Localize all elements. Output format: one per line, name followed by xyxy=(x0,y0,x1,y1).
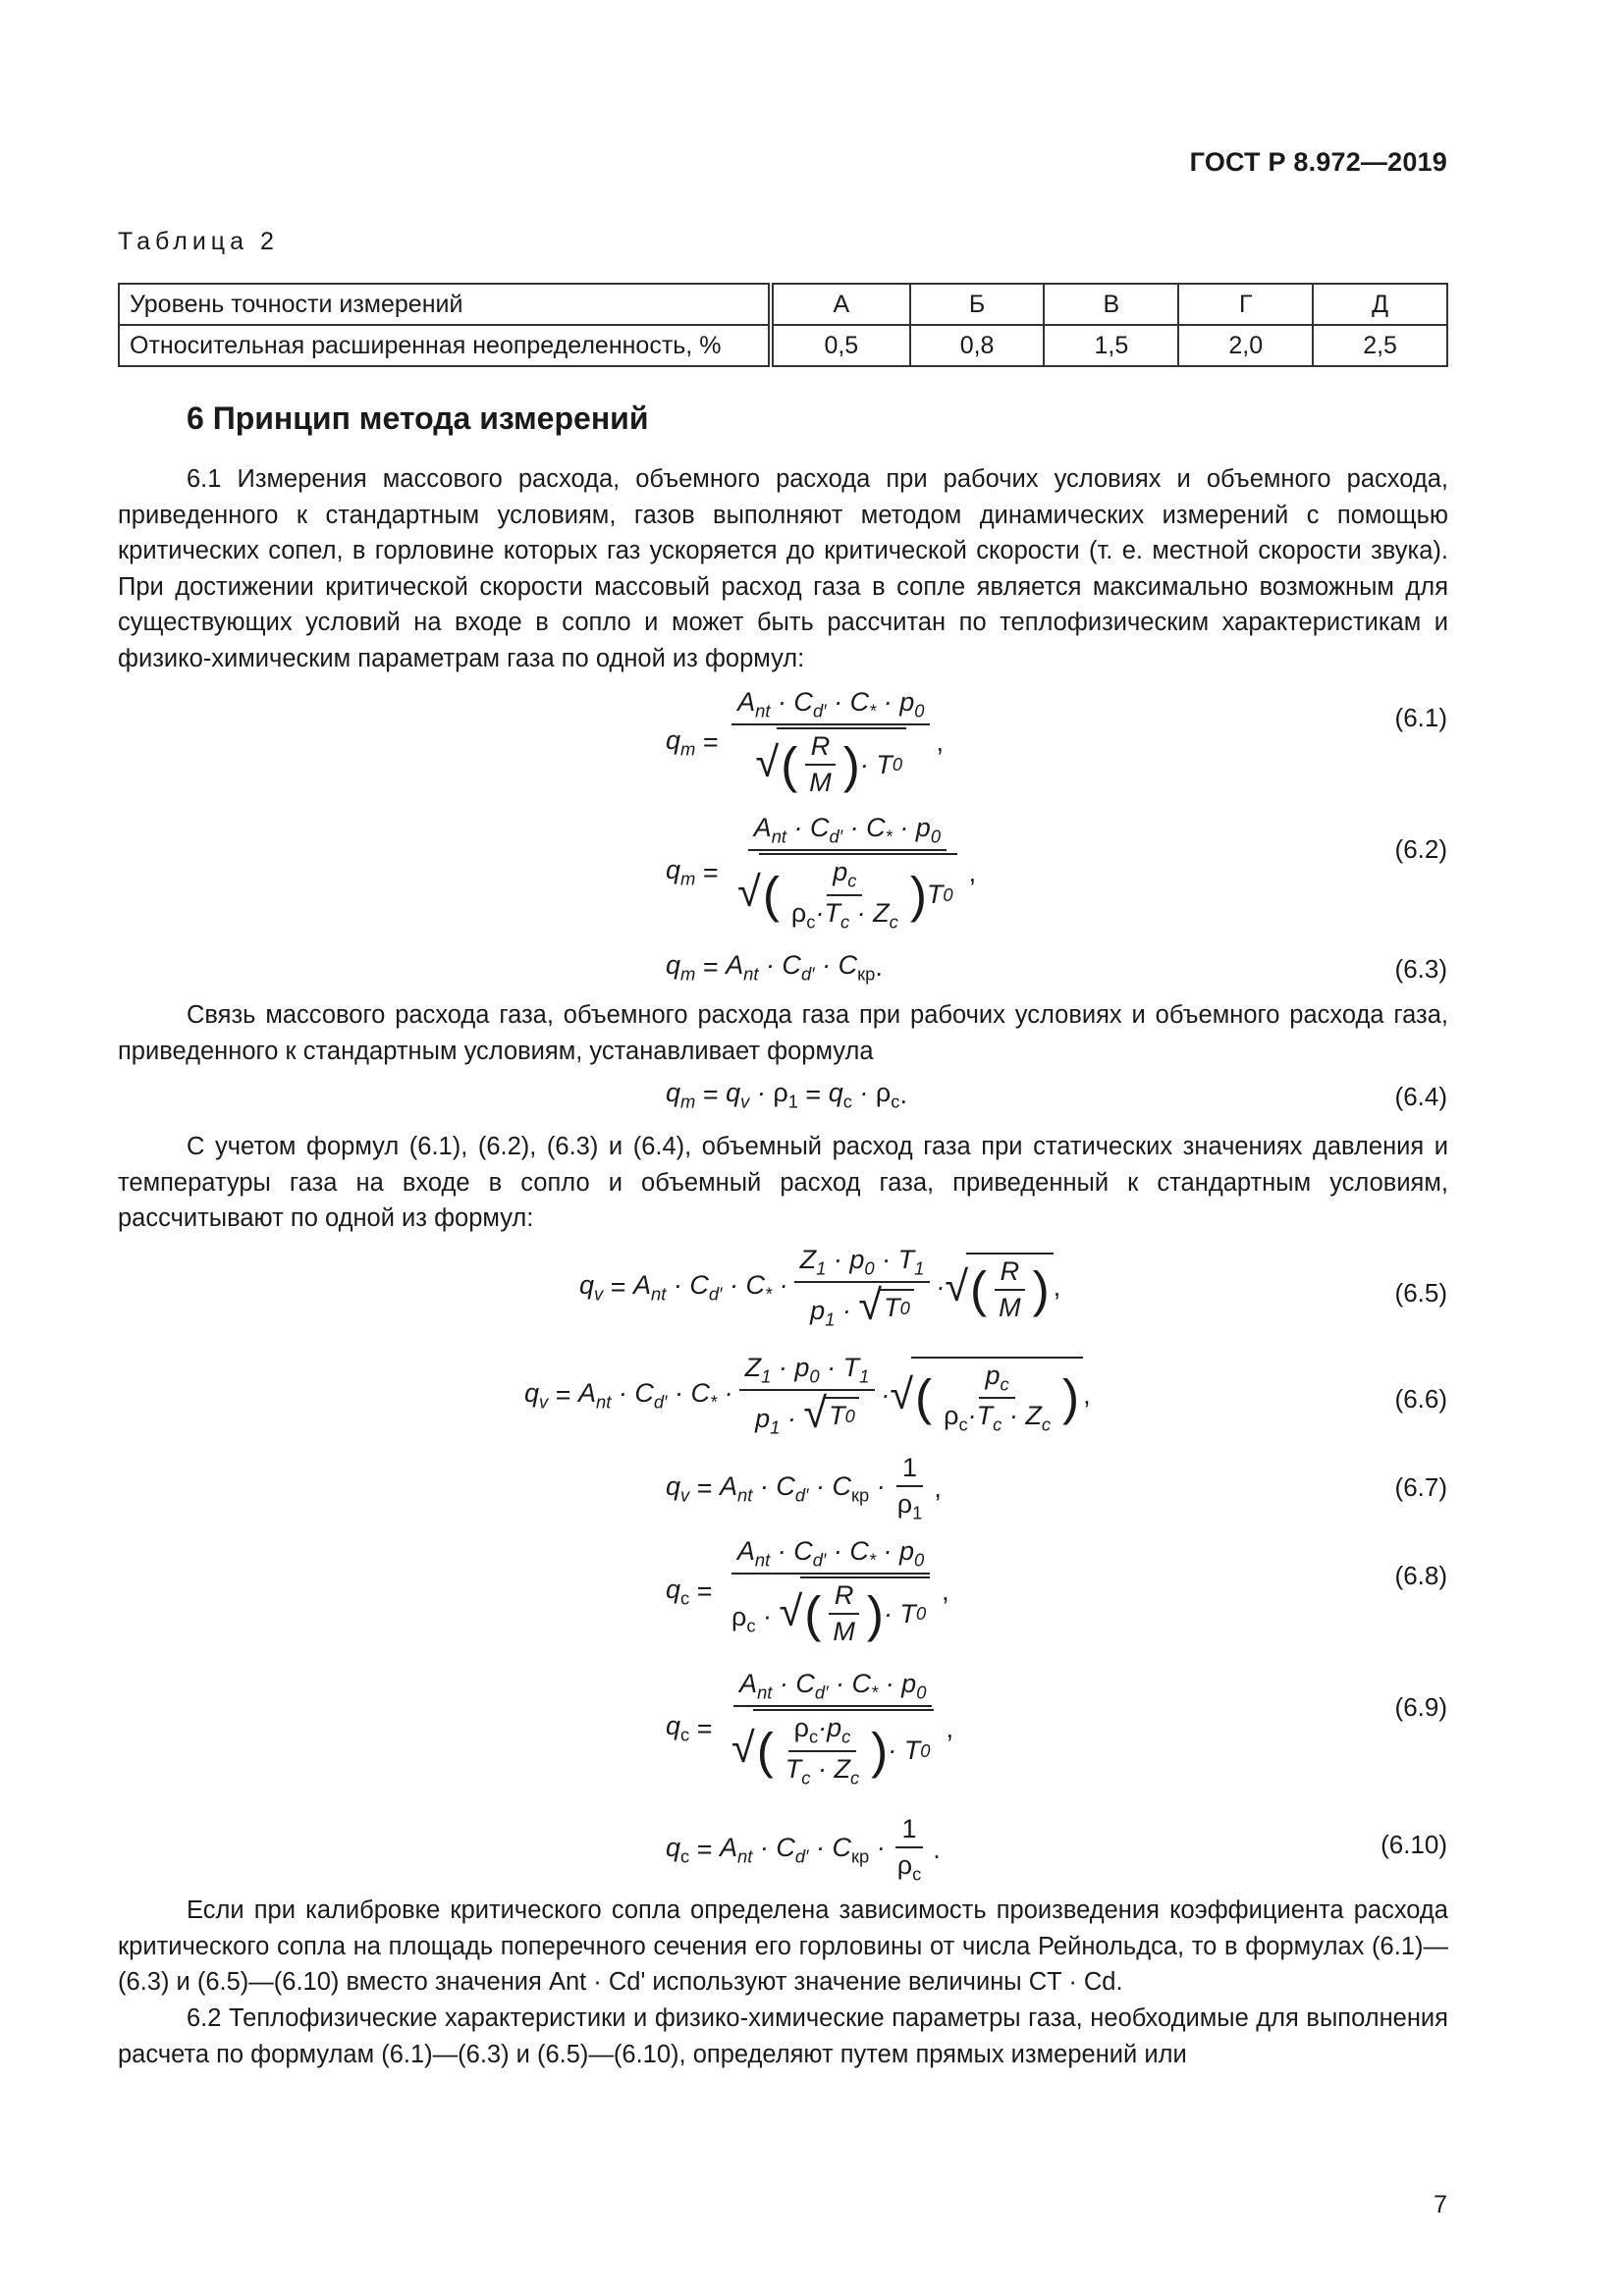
table-cell: Д xyxy=(1313,284,1447,325)
equation-number: (6.6) xyxy=(1394,1384,1447,1414)
table-cell: 0,8 xyxy=(910,325,1045,366)
table-row xyxy=(119,325,1447,366)
table-row xyxy=(119,284,1447,325)
table-cell: Г xyxy=(1178,284,1313,325)
table-row-head: Относительная расширенная неопределенность, % xyxy=(119,325,771,366)
table-cell: 2,5 xyxy=(1313,325,1447,366)
equation-number: (6.7) xyxy=(1394,1472,1447,1502)
equation-number: (6.2) xyxy=(1394,834,1447,864)
section-title: 6 Принцип метода измерений xyxy=(187,400,649,436)
formula-6-1: $q_m$ = $A_{nt} \cdot C_{d'} \cdot C_* \cdot p_0$ √ ( $\frac{R}{M}$ ) · T 0 , xyxy=(666,687,944,798)
table-cell: 2,0 xyxy=(1178,325,1313,366)
formula-6-6: $q_v$ = $A_{nt} \cdot C_{d'} \cdot C_*$ · $Z_1 \cdot p_0 \cdot T_1$ $p_1$ · √ T 0 · √ ( $\frac{p_c}{\rho_c\cdot T_c \cdot Z_c}$ ) , xyxy=(524,1353,1091,1438)
formula-6-9: $q_c$ = $A_{nt} \cdot C_{d'} \cdot C_* \cdot p_0$ √ ( $\frac{\rho_c\cdot p_c}{T_c \cdot Z_c}$ ) · T 0 , xyxy=(666,1669,953,1789)
table-cell: Б xyxy=(910,284,1045,325)
formula-6-4: $q_m$ = $q_v \cdot \rho_1$ = $q_c \cdot \rho_c$ . xyxy=(666,1078,907,1112)
equation-number: (6.5) xyxy=(1394,1278,1447,1308)
formula-6-7: $q_v$ = $A_{nt} \cdot C_{d'} \cdot C_{кр}$ · $\frac{1}{\rho_1}$ , xyxy=(666,1453,942,1523)
paragraph-reynolds: Если при калибровке критического сопла определена зависимость произведения коэффициента расхода критического сопла на площадь поперечного сечения его горловины от числа Рейнольдса, то в формулах (6.1)—(6.3) и (6.5)—(6.10) вместо значения Ant · Cd' используют значение величины CT · Cd. xyxy=(118,1896,1448,1996)
page-number: 7 xyxy=(1434,2191,1447,2218)
formula-6-5: $q_v$ = $A_{nt} \cdot C_{d'} \cdot C_*$ · $Z_1 \cdot p_0 \cdot T_1$ $p_1$ · √ T 0 · √ ( $\frac{R}{M}$ ) , xyxy=(579,1245,1061,1330)
paragraph-6-2: 6.2 Теплофизические характеристики и физико-химические параметры газа, необходимые для выполнения расчета по формулам (6.1)—(6.3) и (6.5)—(6.10), определяют путем прямых измерений или xyxy=(118,2004,1448,2068)
table-cell: А xyxy=(771,284,910,325)
table-cell: 0,5 xyxy=(771,325,910,366)
formula-6-2: $q_m$ = $A_{nt} \cdot C_{d'} \cdot C_* \cdot p_0$ √ ( $\frac{p_c}{\rho_c\cdot T_c \cdot Z_c}$ ) T 0 , xyxy=(666,813,977,933)
paragraph-6-1: 6.1 Измерения массового расхода, объемного расхода при рабочих условиях и объемного расхода, приведенного к стандартным условиям, газов выполняют методом динамических измерений с помощью критических сопел, в горловине которых газ ускоряется до критической скорости (т. е. местной скорости звука). При достижении критической скорости массовый расход газа в сопле является максимально возможным для существующих условий на входе в сопло и может быть рассчитан по теплофизическим характеристикам и физико-химическим параметрам газа по одной из формул: xyxy=(118,465,1448,672)
equation-number: (6.9) xyxy=(1394,1692,1447,1722)
table-caption: Таблица 2 xyxy=(118,228,279,255)
equation-number: (6.4) xyxy=(1394,1082,1447,1111)
formula-6-10: $q_c$ = $A_{nt} \cdot C_{d'} \cdot C_{кр}$ · $\frac{1}{\rho_c}$ . xyxy=(666,1814,941,1885)
equation-number: (6.10) xyxy=(1380,1830,1447,1859)
accuracy-table xyxy=(118,283,1448,367)
formula-6-3: $q_m$ = $A_{nt} \cdot C_{d'} \cdot C_{кр}$ . xyxy=(666,950,883,985)
equation-number: (6.8) xyxy=(1394,1561,1447,1590)
table-cell: 1,5 xyxy=(1044,325,1178,366)
paragraph-volume: С учетом формул (6.1), (6.2), (6.3) и (6.4), объемный расход газа при статических значениях давления и температуры газа на входе в сопло и объемный расход газа, приведенный к стандартным условиям, рассчитывают по одной из формул: xyxy=(118,1133,1448,1232)
equation-number: (6.3) xyxy=(1394,954,1447,984)
paragraph-relation: Связь массового расхода газа, объемного расхода газа при рабочих условиях и объемного расхода газа, приведенного к стандартным условиям, устанавливает формула xyxy=(118,1001,1448,1065)
equation-number: (6.1) xyxy=(1394,703,1447,732)
standard-code: ГОСТ Р 8.972—2019 xyxy=(1189,147,1447,177)
table-cell: В xyxy=(1044,284,1178,325)
table-row-head: Уровень точности измерений xyxy=(119,284,771,325)
formula-6-8: $q_c$ = $A_{nt} \cdot C_{d'} \cdot C_* \cdot p_0$ $\rho_c$ · √ ( $\frac{R}{M}$ ) · T 0 , xyxy=(666,1536,949,1647)
